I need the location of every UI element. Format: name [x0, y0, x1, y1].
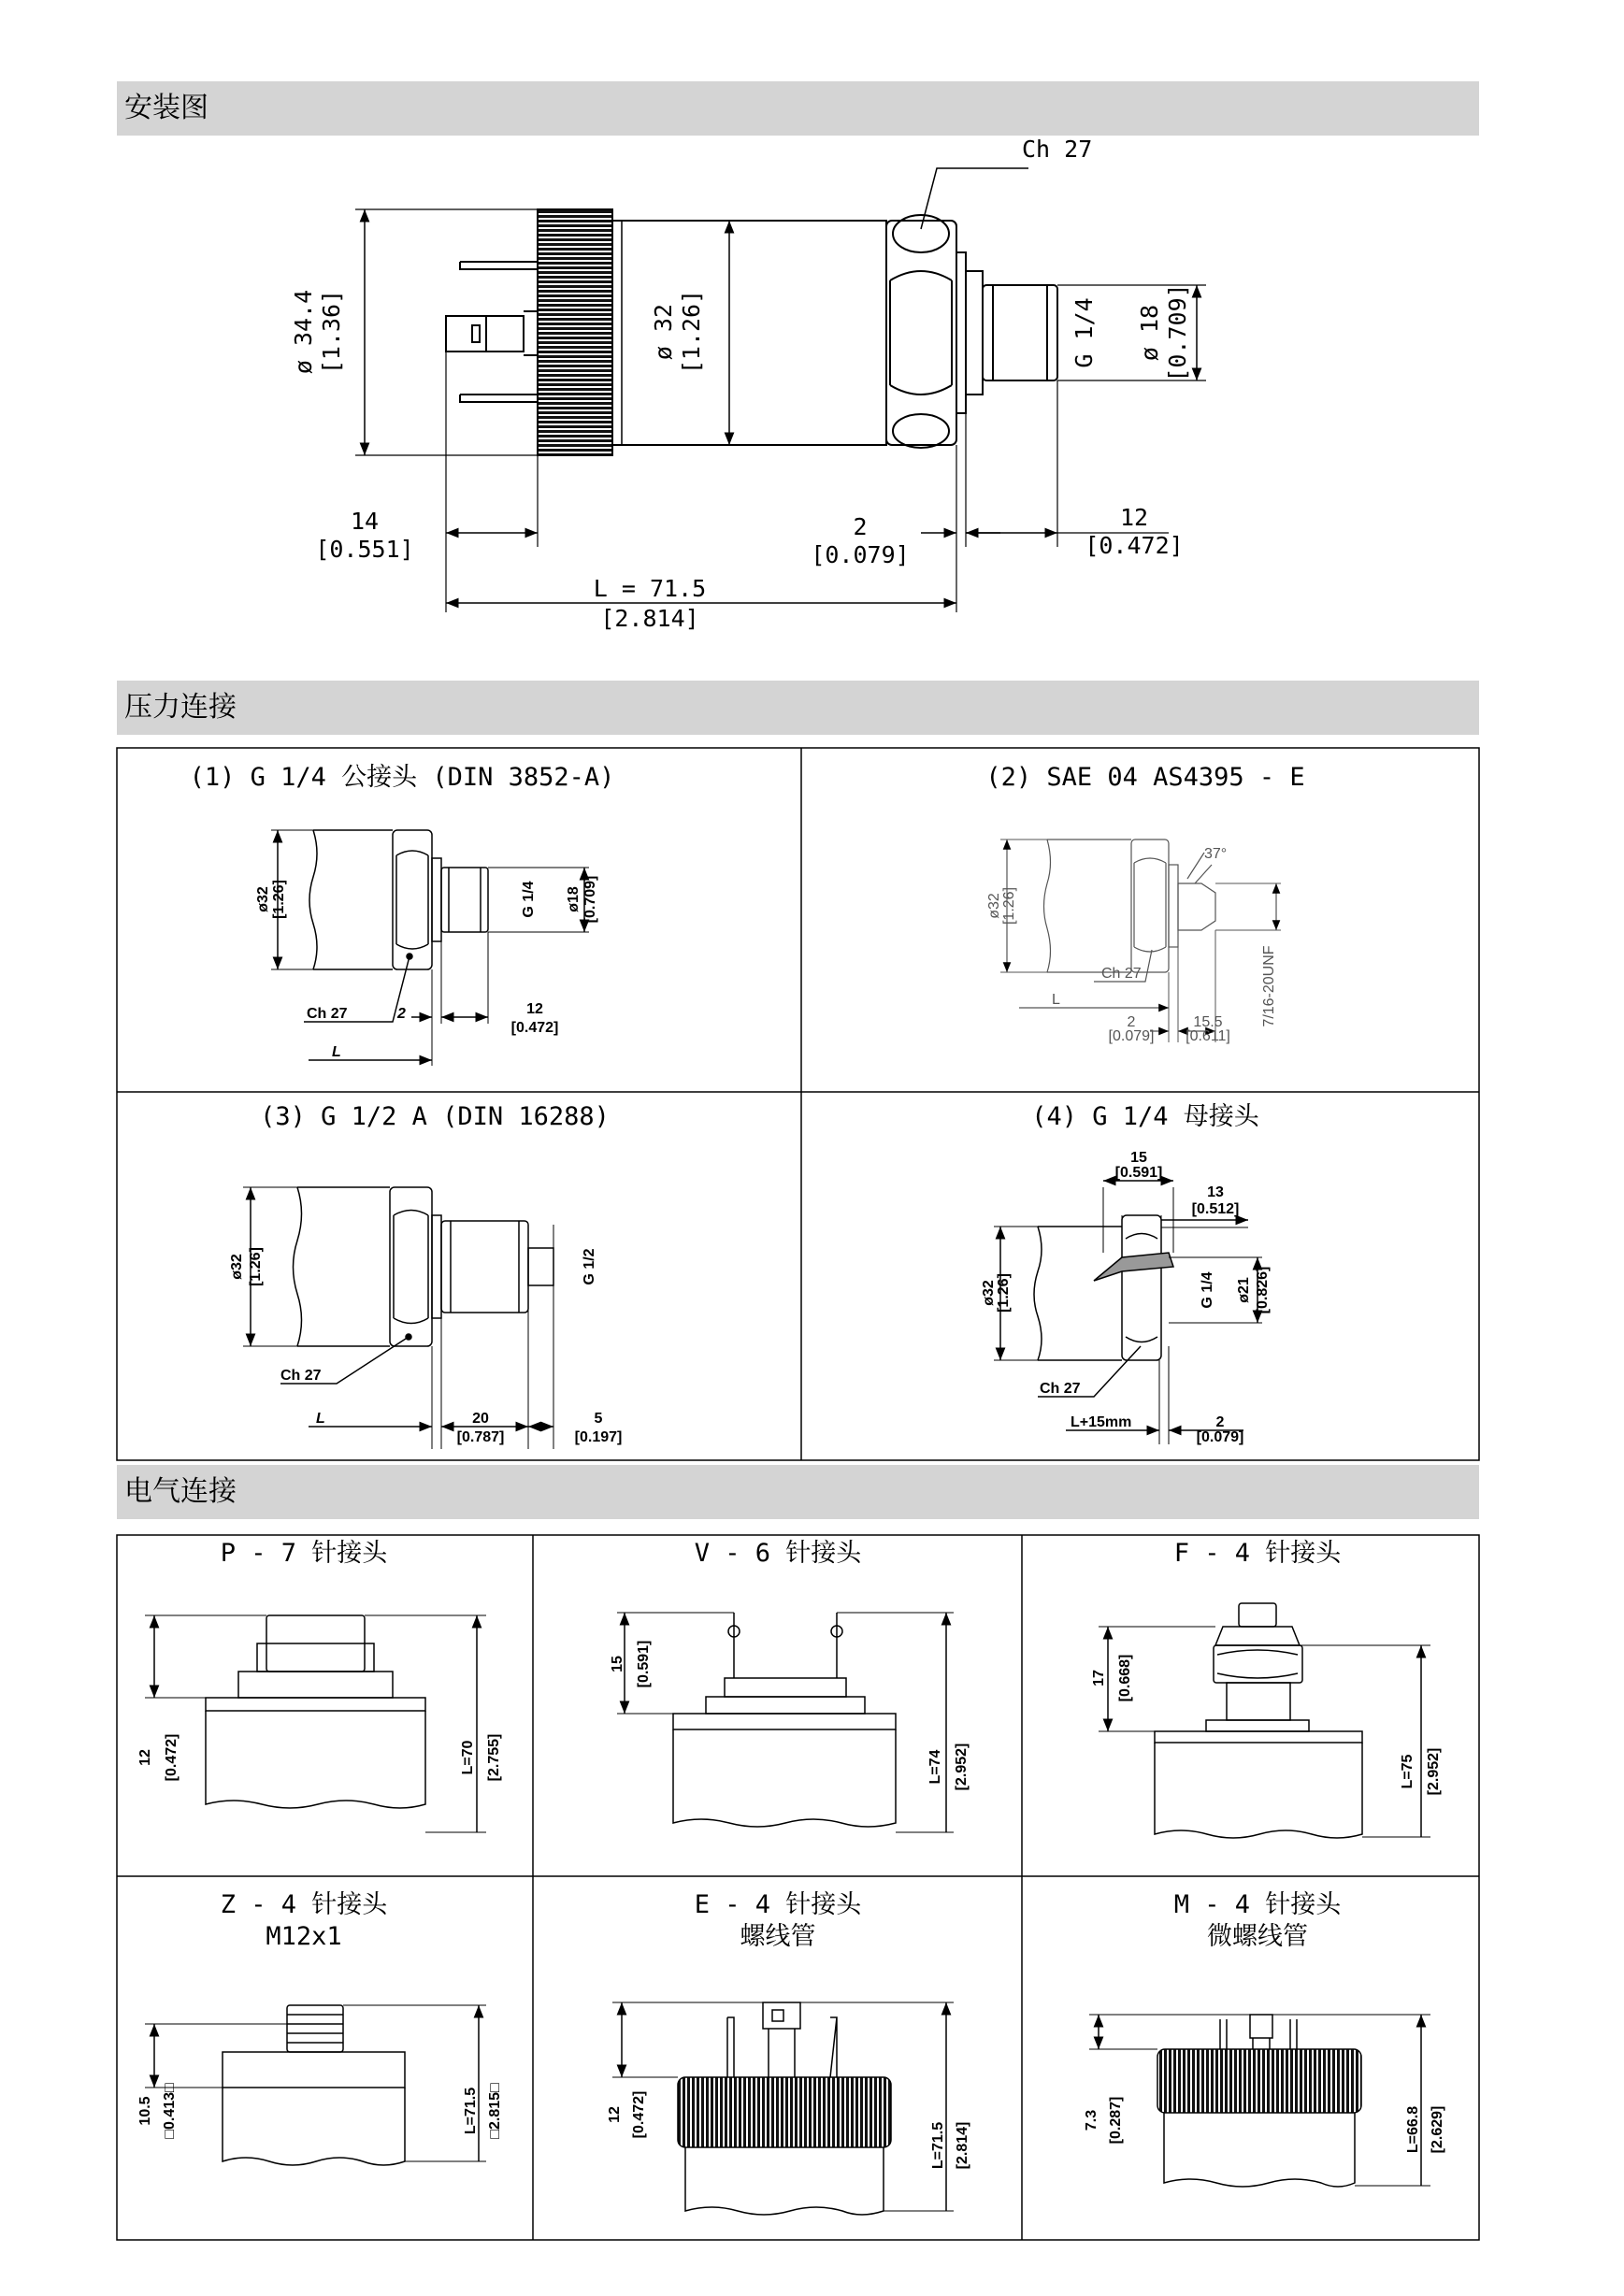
dim-label: 2 — [397, 1006, 406, 1022]
electrical-panel-6 — [1084, 1890, 1445, 2187]
dim-label: [0.472] — [510, 1020, 559, 1036]
pressure-panel-1 — [190, 763, 615, 1066]
knurled-nut — [678, 2077, 891, 2147]
dim-label: 7.3 — [1084, 2109, 1099, 2131]
thread-len-in-label: [0.472] — [1085, 532, 1184, 559]
dim-label: 10.5 — [137, 2096, 153, 2126]
panel-title: (2) SAE 04 AS4395 - E — [985, 763, 1305, 792]
dim-label: L=74 — [927, 1749, 943, 1785]
dim-label: [2.629] — [1430, 2105, 1445, 2154]
dim-label: 12 — [137, 1749, 153, 1766]
knurled-nut — [538, 209, 612, 455]
dim-label: □0.413□ — [162, 2083, 178, 2139]
dim-label: Ch 27 — [307, 1006, 348, 1022]
panel-title: (1) G 1/4 公接头 (DIN 3852-A) — [189, 763, 615, 792]
electrical-panel-5 — [607, 1890, 970, 2215]
dim-label: [1.26] — [271, 880, 287, 919]
body-dia-in-label: [1.36] — [318, 289, 345, 375]
dim-label: [0.079] — [1108, 1028, 1155, 1044]
plug-len-label: 14 — [350, 508, 380, 535]
hex-label: Ch 27 — [1022, 136, 1093, 163]
electrical-panel-3 — [1091, 1539, 1442, 1838]
dim-label: L=70 — [460, 1740, 476, 1775]
dim-label: 12 — [526, 1001, 543, 1017]
dim-label: ø32 — [255, 886, 271, 912]
dim-label: ø18 — [566, 886, 582, 912]
main-drawing-labels — [290, 136, 1191, 632]
electrical-panel-1 — [137, 1539, 502, 1832]
dim-label: ø21 — [1236, 1277, 1252, 1303]
pressure-panel-4 — [981, 1102, 1271, 1445]
dim-label: [0.709] — [582, 875, 598, 924]
dim-label: [1.26] — [248, 1247, 264, 1286]
dim-label: [0.591] — [636, 1640, 652, 1688]
dim-label: L=66.8 — [1405, 2105, 1421, 2154]
dim-label: [1.26] — [996, 1273, 1012, 1313]
dim-label: [0.197] — [574, 1429, 623, 1445]
dim-label: [0.287] — [1108, 2096, 1124, 2145]
thread-label: G 1/4 — [1071, 297, 1098, 368]
panel-title: P - 7 针接头 — [220, 1539, 388, 1568]
dim-label: [2.755] — [486, 1733, 502, 1782]
dim-label: 2 — [1127, 1014, 1136, 1030]
thread-len-label: 12 — [1119, 504, 1149, 531]
dim-label: 20 — [472, 1411, 489, 1427]
panel-title: E - 4 针接头 — [694, 1890, 862, 1919]
dim-label: [0.611] — [1186, 1028, 1230, 1044]
dim-label: 2 — [1215, 1414, 1225, 1430]
dim-label: [0.668] — [1117, 1654, 1133, 1702]
dim-label: L — [1052, 992, 1060, 1008]
panel-subtitle: 螺线管 — [740, 1922, 816, 1951]
dim-label: L=75 — [1400, 1754, 1416, 1789]
plug-len-in-label: [0.551] — [315, 536, 414, 563]
dim-label: [0.079] — [1196, 1429, 1244, 1445]
dim-label: ø32 — [229, 1254, 245, 1280]
dim-label: Ch 27 — [1040, 1381, 1081, 1397]
dim-label: 7/16-20UNF — [1261, 945, 1277, 1027]
electrical-panel-2 — [610, 1539, 970, 1832]
gap-in-label: [0.079] — [811, 541, 910, 568]
mid-dia-label: ø 32 — [650, 303, 677, 361]
dim-label: Ch 27 — [1101, 966, 1142, 982]
dim-label: L — [332, 1044, 341, 1060]
panel-title: Z - 4 针接头 — [220, 1890, 388, 1919]
dim-label: [0.472] — [631, 2090, 647, 2139]
dim-label: 12 — [607, 2106, 623, 2123]
dim-label: [0.512] — [1191, 1201, 1240, 1217]
panel-title: F - 4 针接头 — [1173, 1539, 1342, 1568]
dim-label: G 1/4 — [1200, 1271, 1215, 1309]
dim-label: 15 — [610, 1656, 625, 1672]
dim-label: L — [316, 1411, 325, 1427]
dim-label: □2.815□ — [487, 2083, 503, 2139]
total-len-in-label: [2.814] — [600, 605, 699, 632]
section-title: 安装图 — [124, 92, 208, 124]
dim-label: L+15mm — [1071, 1414, 1132, 1430]
mid-dia-in-label: [1.26] — [678, 289, 705, 375]
thread-dia-label: ø 18 — [1136, 304, 1163, 362]
section-title: 电气连接 — [124, 1475, 237, 1508]
dim-label: [2.952] — [954, 1743, 970, 1791]
main-drawing — [355, 168, 1206, 612]
dim-label: [2.814] — [955, 2121, 970, 2170]
pressure-panel-2 — [985, 763, 1304, 1044]
body-dia-label: ø 34.4 — [290, 289, 317, 375]
dim-label: [0.591] — [1114, 1165, 1163, 1181]
dim-label: [0.787] — [456, 1429, 505, 1445]
panel-subtitle: 微螺线管 — [1207, 1922, 1308, 1951]
thread-dia-in-label: [0.709] — [1164, 283, 1191, 382]
dim-label: [2.952] — [1426, 1747, 1442, 1796]
electrical-panel-4 — [137, 1890, 503, 2165]
dim-label: 15.5 — [1193, 1014, 1223, 1030]
hex-nut — [886, 221, 956, 445]
dim-label: [1.26] — [1001, 886, 1017, 926]
panel-title: (4) G 1/4 母接头 — [1031, 1102, 1259, 1131]
section-title: 压力连接 — [124, 691, 237, 724]
dim-label: 5 — [594, 1411, 603, 1427]
dim-label: 37° — [1204, 846, 1228, 862]
knurled-nut — [1157, 2049, 1361, 2113]
panel-title: V - 6 针接头 — [694, 1539, 862, 1568]
panel-title: (3) G 1/2 A (DIN 16288) — [260, 1102, 610, 1131]
dim-label: [0.472] — [164, 1733, 180, 1782]
dim-label: 17 — [1091, 1670, 1107, 1686]
panel-subtitle: M12x1 — [266, 1922, 342, 1951]
dim-label: Ch 27 — [280, 1368, 322, 1384]
panel-title: M - 4 针接头 — [1173, 1890, 1342, 1919]
dim-label: L=71.5 — [930, 2121, 946, 2170]
total-len-label: L = 71.5 — [593, 575, 707, 602]
dim-label: ø32 — [981, 1280, 997, 1306]
dim-label: G 1/4 — [521, 881, 537, 918]
dim-label: G 1/2 — [582, 1248, 597, 1285]
dim-label: L=71.5 — [463, 2087, 479, 2135]
dim-label: ø32 — [986, 893, 1002, 919]
dim-label: 15 — [1130, 1150, 1147, 1166]
dim-label: 13 — [1207, 1184, 1224, 1200]
dim-label: [0.826] — [1255, 1266, 1271, 1314]
pressure-panel-3 — [229, 1102, 622, 1449]
gap-label: 2 — [853, 513, 868, 540]
